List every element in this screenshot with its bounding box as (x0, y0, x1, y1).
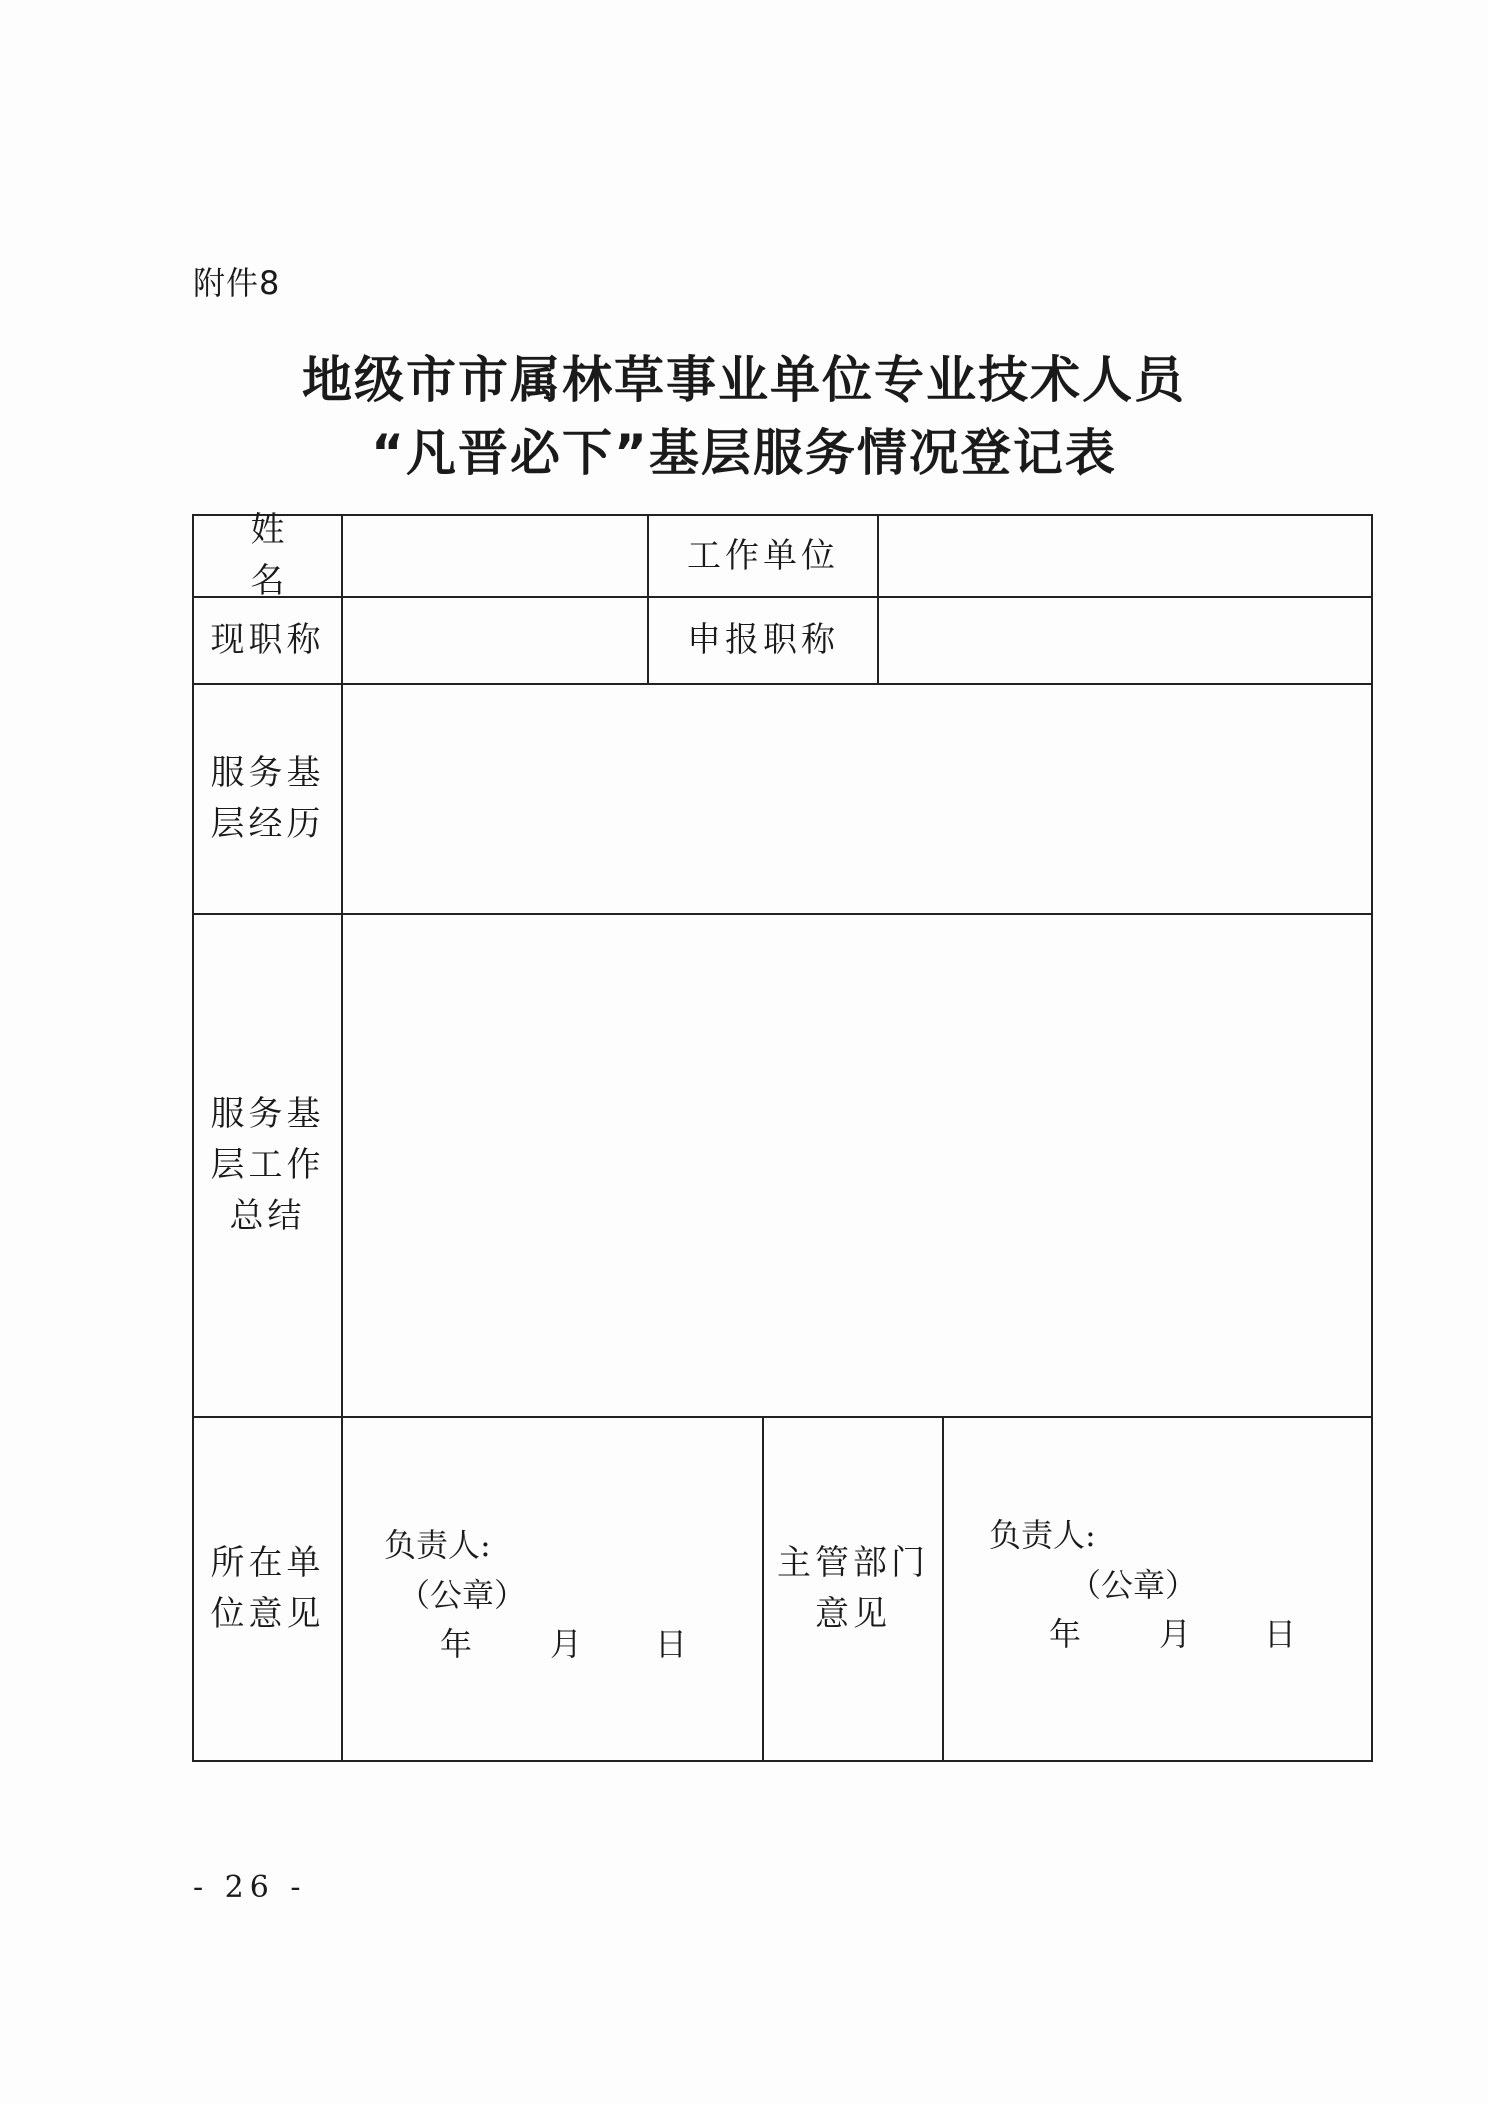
experience-field[interactable] (343, 685, 1371, 913)
dept-month-label: 月 (1159, 1615, 1192, 1654)
unit-day-label: 日 (655, 1625, 688, 1664)
applied-title-field[interactable] (879, 598, 1371, 683)
column-divider (942, 1416, 944, 1760)
summary-label (194, 915, 341, 1416)
name-label: 姓名 (250, 510, 331, 601)
dept-seal-label: （公章） (1069, 1565, 1198, 1604)
unit-opinion-label-line2: 位意见 (210, 1594, 325, 1634)
unit-seal-label: （公章） (398, 1575, 527, 1614)
attachment-label: 附件8 (193, 264, 281, 302)
dept-opinion-label (764, 1418, 942, 1760)
applied-title-label: 申报职称 (687, 620, 839, 660)
registration-form-table (192, 510, 1373, 1762)
name-field[interactable] (343, 516, 647, 596)
summary-field[interactable] (343, 915, 1371, 1416)
unit-sign-block[interactable] (384, 1521, 754, 1670)
current-title-field[interactable] (343, 598, 647, 683)
work-unit-label: 工作单位 (687, 535, 839, 576)
dept-day-label: 日 (1264, 1615, 1297, 1654)
unit-responsible-label: 负责人: (384, 1526, 491, 1564)
dept-sign-block[interactable] (989, 1511, 1364, 1660)
form-title-line2: “凡晋必下”基层服务情况登记表 (371, 424, 1117, 482)
unit-opinion-label (194, 1418, 341, 1760)
page-number: - 26 - (193, 1870, 307, 1905)
current-title-label: 现职称 (210, 620, 325, 660)
unit-opinion-label-line1: 所在单 (210, 1543, 325, 1583)
unit-month-label: 月 (550, 1625, 583, 1664)
summary-label-line1: 服务基 (210, 1094, 325, 1134)
summary-label-line3: 总结 (229, 1196, 306, 1236)
work-unit-field[interactable] (879, 516, 1371, 596)
dept-opinion-label-line2: 意见 (815, 1594, 891, 1634)
experience-label (194, 685, 341, 913)
dept-responsible-label: 负责人: (989, 1516, 1096, 1554)
experience-label-line1: 服务基 (210, 753, 325, 793)
form-title-line1: 地级市市属林草事业单位专业技术人员 (302, 351, 1186, 409)
dept-year-label: 年 (1049, 1615, 1082, 1654)
summary-label-line2: 层工作 (210, 1145, 325, 1185)
experience-label-line2: 层经历 (210, 804, 325, 844)
unit-year-label: 年 (440, 1625, 473, 1664)
dept-opinion-label-line1: 主管部门 (777, 1543, 929, 1583)
